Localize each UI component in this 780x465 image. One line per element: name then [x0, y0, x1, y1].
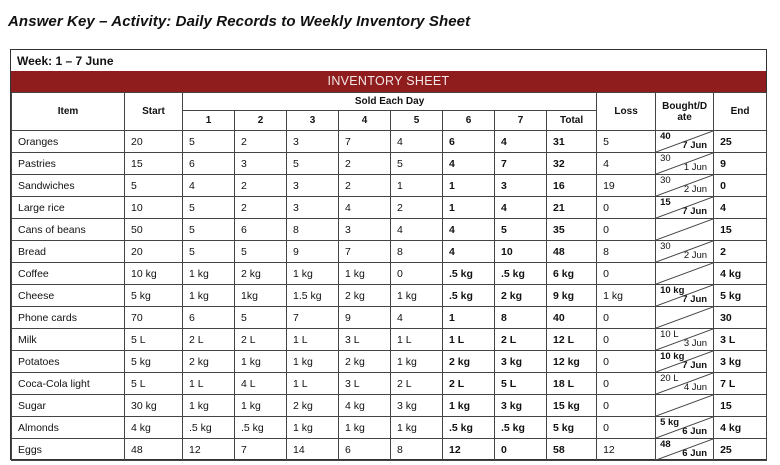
- cell-total: 21: [547, 197, 597, 219]
- cell-day-4: 2 kg: [339, 285, 391, 307]
- cell-day-6: 1: [443, 175, 495, 197]
- bought-quantity: 30: [660, 175, 671, 186]
- bought-quantity: 30: [660, 241, 671, 252]
- header-item: Item: [12, 93, 125, 131]
- cell-day-7: 5: [495, 219, 547, 241]
- header-bought-date: [656, 93, 714, 131]
- cell-day-3: 1 L: [287, 373, 339, 395]
- cell-day-3: 5: [287, 153, 339, 175]
- cell-end: 25: [714, 439, 767, 461]
- cell-item: Milk: [12, 329, 125, 351]
- cell-bought-date: [656, 285, 714, 307]
- cell-day-6: 1: [443, 197, 495, 219]
- cell-bought-date: [656, 263, 714, 285]
- cell-day-3: 1 L: [287, 329, 339, 351]
- bought-date: 7 Jun: [682, 360, 708, 371]
- cell-day-5: 4: [391, 307, 443, 329]
- cell-loss: 0: [597, 373, 656, 395]
- cell-day-4: 3 L: [339, 329, 391, 351]
- cell-day-3: 1 kg: [287, 351, 339, 373]
- cell-day-2: 1kg: [235, 285, 287, 307]
- cell-day-5: 1 L: [391, 329, 443, 351]
- bought-date: 6 Jun: [682, 426, 708, 437]
- cell-day-5: 2 L: [391, 373, 443, 395]
- cell-day-2: 2: [235, 131, 287, 153]
- table-row: [12, 263, 767, 285]
- week-label: Week: 1 – 7 June: [17, 54, 114, 68]
- bought-date: 7 Jun: [682, 206, 708, 217]
- cell-item: Potatoes: [12, 351, 125, 373]
- cell-total: 12 L: [547, 329, 597, 351]
- bought-quantity: 10 L: [660, 329, 679, 340]
- cell-day-6: 2 kg: [443, 351, 495, 373]
- cell-loss: 12: [597, 439, 656, 461]
- table-row: [12, 131, 767, 153]
- cell-bought-date: [656, 153, 714, 175]
- cell-loss: 4: [597, 153, 656, 175]
- cell-day-4: 3: [339, 219, 391, 241]
- cell-day-2: 1 kg: [235, 351, 287, 373]
- cell-day-4: 4: [339, 197, 391, 219]
- cell-end: 4 kg: [714, 417, 767, 439]
- cell-bought-date: [656, 219, 714, 241]
- cell-bought-date: [656, 197, 714, 219]
- cell-start: 20: [125, 241, 183, 263]
- cell-loss: 19: [597, 175, 656, 197]
- cell-loss: 0: [597, 329, 656, 351]
- cell-bought-date: [656, 241, 714, 263]
- cell-bought-date: [656, 307, 714, 329]
- cell-day-2: 5: [235, 241, 287, 263]
- cell-loss: 0: [597, 197, 656, 219]
- cell-bought-date: [656, 373, 714, 395]
- header-bought-line2: ate: [677, 111, 692, 123]
- cell-item: Sugar: [12, 395, 125, 417]
- cell-day-4: 4 kg: [339, 395, 391, 417]
- cell-day-5: 8: [391, 241, 443, 263]
- cell-item: Sandwiches: [12, 175, 125, 197]
- cell-item: Almonds: [12, 417, 125, 439]
- cell-day-1: 5: [183, 197, 235, 219]
- cell-day-1: .5 kg: [183, 417, 235, 439]
- cell-total: 16: [547, 175, 597, 197]
- cell-day-6: 4: [443, 153, 495, 175]
- cell-day-5: 3 kg: [391, 395, 443, 417]
- cell-day-5: 5: [391, 153, 443, 175]
- table-row: [12, 153, 767, 175]
- cell-day-6: .5 kg: [443, 263, 495, 285]
- table-row: [12, 307, 767, 329]
- cell-day-1: 2 kg: [183, 351, 235, 373]
- cell-total: 58: [547, 439, 597, 461]
- bought-quantity: 30: [660, 153, 671, 164]
- cell-bought-date: [656, 131, 714, 153]
- cell-day-3: 3: [287, 197, 339, 219]
- cell-start: 5 kg: [125, 351, 183, 373]
- cell-day-7: .5 kg: [495, 417, 547, 439]
- cell-day-5: 1 kg: [391, 285, 443, 307]
- cell-end: 3 L: [714, 329, 767, 351]
- cell-start: 30 kg: [125, 395, 183, 417]
- cell-day-3: 8: [287, 219, 339, 241]
- header-day-1: 1: [183, 111, 235, 131]
- cell-total: 35: [547, 219, 597, 241]
- cell-item: Large rice: [12, 197, 125, 219]
- cell-start: 5 L: [125, 373, 183, 395]
- cell-day-7: 4: [495, 197, 547, 219]
- inventory-table: [11, 92, 767, 461]
- cell-start: 10 kg: [125, 263, 183, 285]
- bought-quantity: 40: [660, 131, 671, 142]
- cell-day-3: 1 kg: [287, 417, 339, 439]
- cell-start: 48: [125, 439, 183, 461]
- cell-item: Coffee: [12, 263, 125, 285]
- table-row: [12, 241, 767, 263]
- cell-day-1: 5: [183, 131, 235, 153]
- cell-day-3: 14: [287, 439, 339, 461]
- cell-total: 5 kg: [547, 417, 597, 439]
- cell-day-4: 2: [339, 153, 391, 175]
- cell-day-7: .5 kg: [495, 263, 547, 285]
- cell-day-7: 0: [495, 439, 547, 461]
- cell-day-7: 5 L: [495, 373, 547, 395]
- cell-day-6: 1: [443, 307, 495, 329]
- cell-item: Coca-Cola light: [12, 373, 125, 395]
- table-row: [12, 197, 767, 219]
- header-loss: Loss: [597, 93, 656, 131]
- cell-day-7: 7: [495, 153, 547, 175]
- cell-item: Oranges: [12, 131, 125, 153]
- cell-total: 15 kg: [547, 395, 597, 417]
- header-day-2: 2: [235, 111, 287, 131]
- cell-day-3: 3: [287, 131, 339, 153]
- cell-day-2: 7: [235, 439, 287, 461]
- cell-day-4: 9: [339, 307, 391, 329]
- diagonal-divider: [656, 307, 713, 328]
- cell-total: 6 kg: [547, 263, 597, 285]
- cell-end: 4 kg: [714, 263, 767, 285]
- cell-item: Cans of beans: [12, 219, 125, 241]
- cell-day-1: 1 kg: [183, 263, 235, 285]
- cell-day-4: 7: [339, 131, 391, 153]
- cell-day-5: 2: [391, 197, 443, 219]
- cell-day-4: 2 kg: [339, 351, 391, 373]
- cell-day-2: 5: [235, 307, 287, 329]
- cell-day-2: 3: [235, 153, 287, 175]
- cell-day-3: 1.5 kg: [287, 285, 339, 307]
- cell-day-1: 6: [183, 307, 235, 329]
- cell-loss: 0: [597, 307, 656, 329]
- table-row: [12, 439, 767, 461]
- table-row: [12, 175, 767, 197]
- table-row: [12, 329, 767, 351]
- cell-bought-date: [656, 417, 714, 439]
- cell-bought-date: [656, 329, 714, 351]
- cell-day-4: 1 kg: [339, 417, 391, 439]
- cell-day-5: 8: [391, 439, 443, 461]
- cell-day-6: 4: [443, 241, 495, 263]
- cell-end: 3 kg: [714, 351, 767, 373]
- header-start: Start: [125, 93, 183, 131]
- cell-day-3: 1 kg: [287, 263, 339, 285]
- cell-day-2: 2 kg: [235, 263, 287, 285]
- header-total: Total: [547, 111, 597, 131]
- cell-loss: 1 kg: [597, 285, 656, 307]
- cell-start: 10: [125, 197, 183, 219]
- cell-day-1: 12: [183, 439, 235, 461]
- bought-quantity: 5 kg: [660, 417, 680, 428]
- bought-quantity: 20 L: [660, 373, 679, 384]
- cell-day-4: 6: [339, 439, 391, 461]
- cell-start: 5: [125, 175, 183, 197]
- cell-day-6: 1 L: [443, 329, 495, 351]
- table-row: [12, 351, 767, 373]
- cell-day-2: 6: [235, 219, 287, 241]
- cell-day-7: 3 kg: [495, 351, 547, 373]
- inventory-sheet-banner: INVENTORY SHEET: [11, 71, 766, 92]
- table-row: [12, 219, 767, 241]
- cell-day-7: 3 kg: [495, 395, 547, 417]
- bought-date: 2 Jun: [683, 250, 708, 261]
- cell-day-6: 6: [443, 131, 495, 153]
- cell-day-1: 1 kg: [183, 285, 235, 307]
- table-row: [12, 373, 767, 395]
- cell-item: Eggs: [12, 439, 125, 461]
- cell-bought-date: [656, 439, 714, 461]
- cell-bought-date: [656, 395, 714, 417]
- cell-day-4: 3 L: [339, 373, 391, 395]
- cell-day-7: 8: [495, 307, 547, 329]
- cell-day-7: 3: [495, 175, 547, 197]
- cell-day-5: 0: [391, 263, 443, 285]
- diagonal-divider: [656, 219, 713, 240]
- cell-day-5: 4: [391, 219, 443, 241]
- inventory-rows: [12, 131, 767, 461]
- cell-day-7: 4: [495, 131, 547, 153]
- cell-day-5: 1 kg: [391, 351, 443, 373]
- cell-start: 5 kg: [125, 285, 183, 307]
- cell-day-4: 2: [339, 175, 391, 197]
- cell-end: 15: [714, 395, 767, 417]
- bought-date: 4 Jun: [683, 382, 708, 393]
- cell-loss: 0: [597, 395, 656, 417]
- bought-date: 1 Jun: [683, 162, 708, 173]
- cell-day-1: 5: [183, 241, 235, 263]
- header-day-5: 5: [391, 111, 443, 131]
- cell-total: 32: [547, 153, 597, 175]
- cell-total: 18 L: [547, 373, 597, 395]
- cell-start: 15: [125, 153, 183, 175]
- cell-end: 15: [714, 219, 767, 241]
- cell-day-4: 7: [339, 241, 391, 263]
- diagonal-divider: [656, 263, 713, 284]
- cell-total: 40: [547, 307, 597, 329]
- table-row: [12, 395, 767, 417]
- cell-start: 4 kg: [125, 417, 183, 439]
- bought-date: 2 Jun: [683, 184, 708, 195]
- cell-day-7: 2 kg: [495, 285, 547, 307]
- cell-day-3: 2 kg: [287, 395, 339, 417]
- header-bought-line1: Bought/D: [662, 100, 708, 112]
- cell-day-1: 6: [183, 153, 235, 175]
- cell-day-1: 4: [183, 175, 235, 197]
- cell-loss: 5: [597, 131, 656, 153]
- cell-day-2: 1 kg: [235, 395, 287, 417]
- cell-item: Phone cards: [12, 307, 125, 329]
- cell-loss: 0: [597, 351, 656, 373]
- cell-end: 0: [714, 175, 767, 197]
- bought-quantity: 48: [660, 439, 671, 450]
- diagonal-divider: [656, 395, 713, 416]
- bought-date: 6 Jun: [682, 448, 708, 459]
- header-end: End: [714, 93, 767, 131]
- bought-date: 7 Jun: [682, 140, 708, 151]
- cell-end: 30: [714, 307, 767, 329]
- cell-day-7: 10: [495, 241, 547, 263]
- cell-end: 25: [714, 131, 767, 153]
- cell-loss: 8: [597, 241, 656, 263]
- cell-end: 9: [714, 153, 767, 175]
- cell-day-1: 2 L: [183, 329, 235, 351]
- cell-day-3: 7: [287, 307, 339, 329]
- cell-end: 5 kg: [714, 285, 767, 307]
- cell-day-2: 2: [235, 175, 287, 197]
- cell-loss: 0: [597, 417, 656, 439]
- cell-bought-date: [656, 175, 714, 197]
- cell-total: 9 kg: [547, 285, 597, 307]
- cell-end: 2: [714, 241, 767, 263]
- header-sold-each-day: Sold Each Day: [183, 93, 597, 111]
- cell-day-6: 4: [443, 219, 495, 241]
- cell-start: 20: [125, 131, 183, 153]
- cell-day-1: 1 kg: [183, 395, 235, 417]
- cell-bought-date: [656, 351, 714, 373]
- cell-day-5: 1: [391, 175, 443, 197]
- cell-day-3: 9: [287, 241, 339, 263]
- cell-item: Bread: [12, 241, 125, 263]
- cell-day-1: 1 L: [183, 373, 235, 395]
- cell-day-6: .5 kg: [443, 417, 495, 439]
- header-day-3: 3: [287, 111, 339, 131]
- cell-total: 48: [547, 241, 597, 263]
- header-day-7: 7: [495, 111, 547, 131]
- cell-item: Pastries: [12, 153, 125, 175]
- bought-quantity: 15: [660, 197, 671, 208]
- cell-day-2: .5 kg: [235, 417, 287, 439]
- cell-day-6: .5 kg: [443, 285, 495, 307]
- page-title: Answer Key – Activity: Daily Records to Weekly Inventory Sheet: [8, 13, 471, 30]
- cell-day-2: 2: [235, 197, 287, 219]
- cell-day-5: 4: [391, 131, 443, 153]
- bought-quantity: 10 kg: [660, 285, 685, 296]
- bought-quantity: 10 kg: [660, 351, 685, 362]
- cell-day-5: 1 kg: [391, 417, 443, 439]
- cell-day-7: 2 L: [495, 329, 547, 351]
- table-row: [12, 417, 767, 439]
- cell-loss: 0: [597, 263, 656, 285]
- cell-total: 31: [547, 131, 597, 153]
- cell-day-2: 4 L: [235, 373, 287, 395]
- cell-start: 70: [125, 307, 183, 329]
- cell-day-6: 12: [443, 439, 495, 461]
- cell-start: 5 L: [125, 329, 183, 351]
- cell-day-6: 2 L: [443, 373, 495, 395]
- cell-start: 50: [125, 219, 183, 241]
- cell-day-4: 1 kg: [339, 263, 391, 285]
- cell-end: 4: [714, 197, 767, 219]
- header-day-6: 6: [443, 111, 495, 131]
- cell-day-2: 2 L: [235, 329, 287, 351]
- bought-date: 3 Jun: [683, 338, 708, 349]
- cell-item: Cheese: [12, 285, 125, 307]
- table-row: [12, 285, 767, 307]
- cell-day-6: 1 kg: [443, 395, 495, 417]
- bought-date: 7 Jun: [682, 294, 708, 305]
- cell-end: 7 L: [714, 373, 767, 395]
- cell-loss: 0: [597, 219, 656, 241]
- header-day-4: 4: [339, 111, 391, 131]
- cell-day-3: 3: [287, 175, 339, 197]
- cell-total: 12 kg: [547, 351, 597, 373]
- cell-day-1: 5: [183, 219, 235, 241]
